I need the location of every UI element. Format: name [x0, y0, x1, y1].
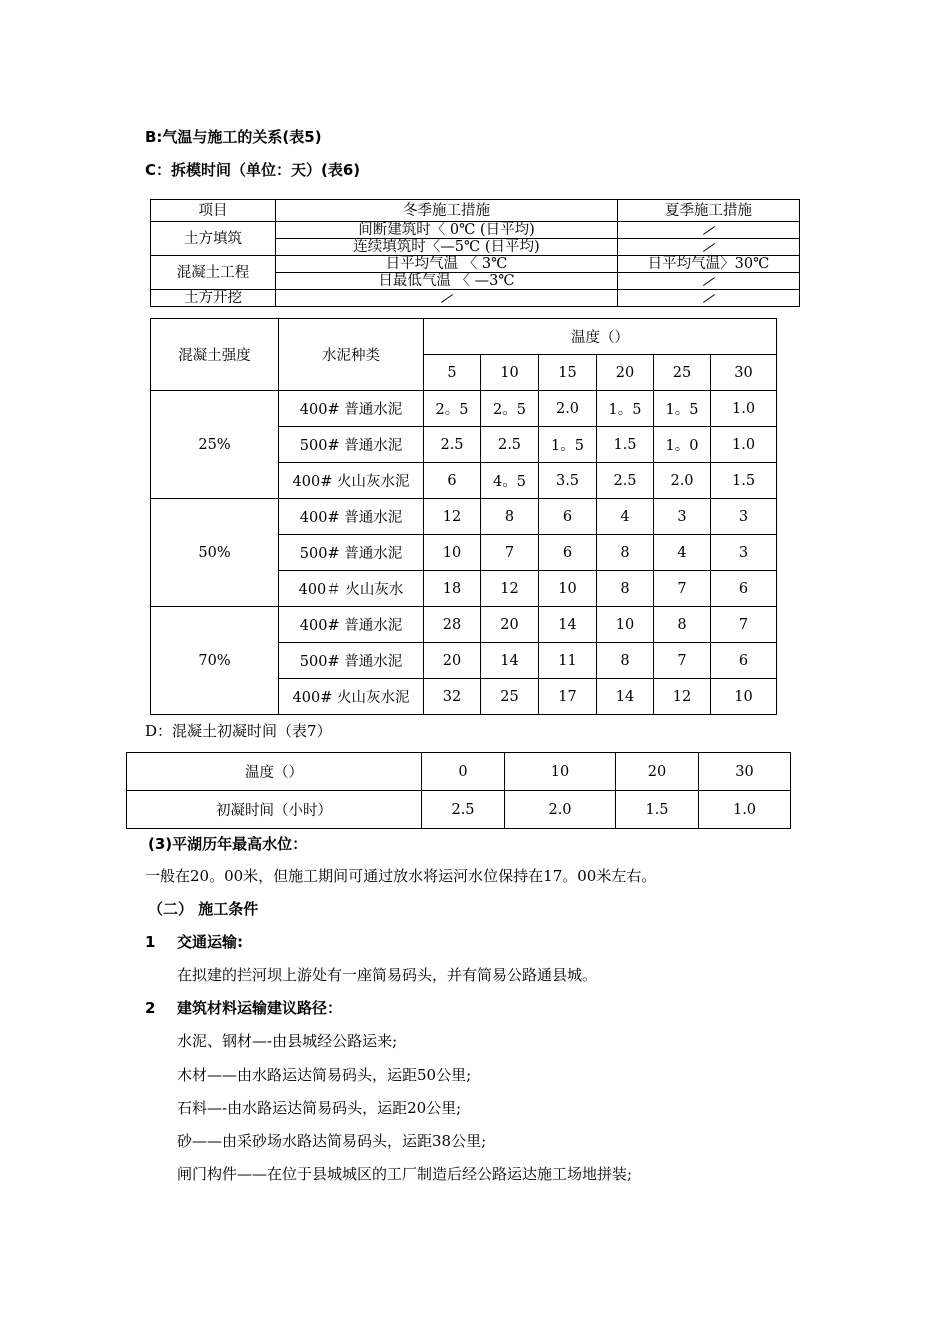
list-item: 砂——由采砂场水路达简易码头，运距38公里; [177, 1132, 487, 1150]
value-cell: 4。5 [481, 463, 539, 499]
earth-fill-summer-2 [618, 239, 800, 256]
slash-mark [702, 294, 714, 303]
concrete-winter-1: 日平均气温 〈 3℃ [276, 256, 618, 273]
value-cell: 7 [711, 607, 777, 643]
header-winter: 冬季施工措施 [276, 200, 618, 222]
slash-mark [702, 243, 714, 252]
earth-fill-winter-1: 间断建筑时〈 0℃ (日平均) [276, 222, 618, 239]
value-cell: 20 [481, 607, 539, 643]
value-cell: 1。5 [539, 427, 597, 463]
item-text: 在拟建的拦河坝上游处有一座简易码头，并有简易公路通县城。 [177, 966, 598, 984]
section-heading: （二） 施工条件 [148, 900, 259, 918]
item-title: 交通运输: [177, 933, 243, 951]
header-cement: 水泥种类 [279, 319, 424, 391]
value-cell: 11 [539, 643, 597, 679]
slash-mark [440, 294, 452, 303]
value-cell: 28 [424, 607, 481, 643]
item-title: 建筑材料运输建议路径： [177, 999, 343, 1017]
strength-cell: 50% [151, 499, 279, 607]
value-cell: 8 [597, 571, 654, 607]
value-cell: 8 [481, 499, 539, 535]
header-strength: 混凝土强度 [151, 319, 279, 391]
row-earth-fill: 土方填筑 [151, 222, 276, 256]
cement-cell: 400# 火山灰水泥 [279, 463, 424, 499]
value-cell: 1。0 [654, 427, 711, 463]
table-row [151, 607, 777, 643]
temp-value: 20 [616, 753, 699, 791]
value-cell: 2.0 [539, 391, 597, 427]
value-cell: 2。5 [424, 391, 481, 427]
climate-construction-table [150, 199, 800, 307]
temp-value: 10 [505, 753, 616, 791]
formwork-removal-table [150, 318, 777, 715]
cement-cell: 400# 普通水泥 [279, 607, 424, 643]
value-cell: 6 [711, 571, 777, 607]
table-row [151, 499, 777, 535]
value-cell: 2.5 [597, 463, 654, 499]
value-cell: 18 [424, 571, 481, 607]
concrete-summer-1: 日平均气温〉30℃ [618, 256, 800, 273]
value-cell: 2。5 [481, 391, 539, 427]
value-cell: 17 [539, 679, 597, 715]
temp-value: 0 [422, 753, 505, 791]
earth-fill-summer-1 [618, 222, 800, 239]
value-cell: 7 [481, 535, 539, 571]
excavation-winter [276, 290, 618, 307]
value-cell: 1。5 [597, 391, 654, 427]
heading-water-level: (3)平湖历年最高水位： [148, 835, 308, 853]
value-cell: 8 [654, 607, 711, 643]
cement-cell: 500# 普通水泥 [279, 427, 424, 463]
value-cell: 32 [424, 679, 481, 715]
temp-col: 20 [597, 355, 654, 391]
value-cell: 8 [597, 535, 654, 571]
list-item: 水泥、钢材—-由县城经公路运来; [177, 1032, 398, 1050]
value-cell: 12 [481, 571, 539, 607]
slash-mark [702, 277, 714, 286]
water-level-text: 一般在20。00米，但施工期间可通过放水将运河水位保持在17。00米左右。 [145, 867, 657, 885]
value-cell: 2.5 [424, 427, 481, 463]
value-cell: 3 [654, 499, 711, 535]
concrete-winter-2: 日最低气温 〈 —3℃ [276, 273, 618, 290]
heading-table7: D：混凝土初凝时间（表7） [145, 722, 332, 740]
row-concrete: 混凝土工程 [151, 256, 276, 290]
value-cell: 14 [597, 679, 654, 715]
value-cell: 3.5 [539, 463, 597, 499]
strength-cell: 25% [151, 391, 279, 499]
value-cell: 8 [597, 643, 654, 679]
value-cell: 1.5 [597, 427, 654, 463]
setting-time-label: 初凝时间（小时） [127, 791, 422, 829]
concrete-summer-2 [618, 273, 800, 290]
cement-cell: 400＃ 火山灰水 [279, 571, 424, 607]
value-cell: 1.0 [711, 391, 777, 427]
strength-cell: 70% [151, 607, 279, 715]
value-cell: 2.5 [481, 427, 539, 463]
value-cell: 3 [711, 499, 777, 535]
temp-col: 5 [424, 355, 481, 391]
value-cell: 6 [539, 499, 597, 535]
value-cell: 10 [539, 571, 597, 607]
setting-time-value: 1.5 [616, 791, 699, 829]
setting-time-value: 1.0 [699, 791, 791, 829]
heading-table5: B:气温与施工的关系(表5) [145, 128, 322, 146]
value-cell: 1。5 [654, 391, 711, 427]
value-cell: 6 [424, 463, 481, 499]
value-cell: 10 [597, 607, 654, 643]
list-item: 石料—-由水路运达简易码头，运距20公里; [177, 1099, 462, 1117]
temp-col: 25 [654, 355, 711, 391]
value-cell: 2.0 [654, 463, 711, 499]
value-cell: 6 [711, 643, 777, 679]
temp-col: 10 [481, 355, 539, 391]
earth-fill-winter-2: 连续填筑时〈—5℃ (日平均) [276, 239, 618, 256]
cement-cell: 500# 普通水泥 [279, 643, 424, 679]
cement-cell: 400# 普通水泥 [279, 391, 424, 427]
value-cell: 1.5 [711, 463, 777, 499]
value-cell: 6 [539, 535, 597, 571]
temp-col: 15 [539, 355, 597, 391]
setting-time-value: 2.0 [505, 791, 616, 829]
header-temperature: 温度（） [424, 319, 777, 355]
value-cell: 4 [654, 535, 711, 571]
value-cell: 12 [654, 679, 711, 715]
cement-cell: 400# 普通水泥 [279, 499, 424, 535]
temp-value: 30 [699, 753, 791, 791]
value-cell: 7 [654, 571, 711, 607]
cement-cell: 400# 火山灰水泥 [279, 679, 424, 715]
list-item: 闸门构件——在位于县城城区的工厂制造后经公路运达施工场地拼装; [177, 1165, 633, 1183]
value-cell: 12 [424, 499, 481, 535]
cement-cell: 500# 普通水泥 [279, 535, 424, 571]
slash-mark [702, 226, 714, 235]
item-number: 2 [145, 999, 156, 1017]
row-excavation: 土方开挖 [151, 290, 276, 307]
temp-label: 温度（） [127, 753, 422, 791]
value-cell: 1.0 [711, 427, 777, 463]
value-cell: 3 [711, 535, 777, 571]
value-cell: 25 [481, 679, 539, 715]
value-cell: 14 [481, 643, 539, 679]
header-item: 项目 [151, 200, 276, 222]
excavation-summer [618, 290, 800, 307]
table-row [151, 391, 777, 427]
value-cell: 4 [597, 499, 654, 535]
initial-setting-table [126, 752, 791, 829]
value-cell: 14 [539, 607, 597, 643]
setting-time-value: 2.5 [422, 791, 505, 829]
temp-col: 30 [711, 355, 777, 391]
value-cell: 10 [711, 679, 777, 715]
item-number: 1 [145, 933, 156, 951]
value-cell: 10 [424, 535, 481, 571]
value-cell: 20 [424, 643, 481, 679]
header-summer: 夏季施工措施 [618, 200, 800, 222]
heading-table6: C：拆模时间（单位：天）(表6) [145, 161, 361, 179]
list-item: 木材——由水路运达简易码头，运距50公里; [177, 1066, 472, 1084]
value-cell: 7 [654, 643, 711, 679]
